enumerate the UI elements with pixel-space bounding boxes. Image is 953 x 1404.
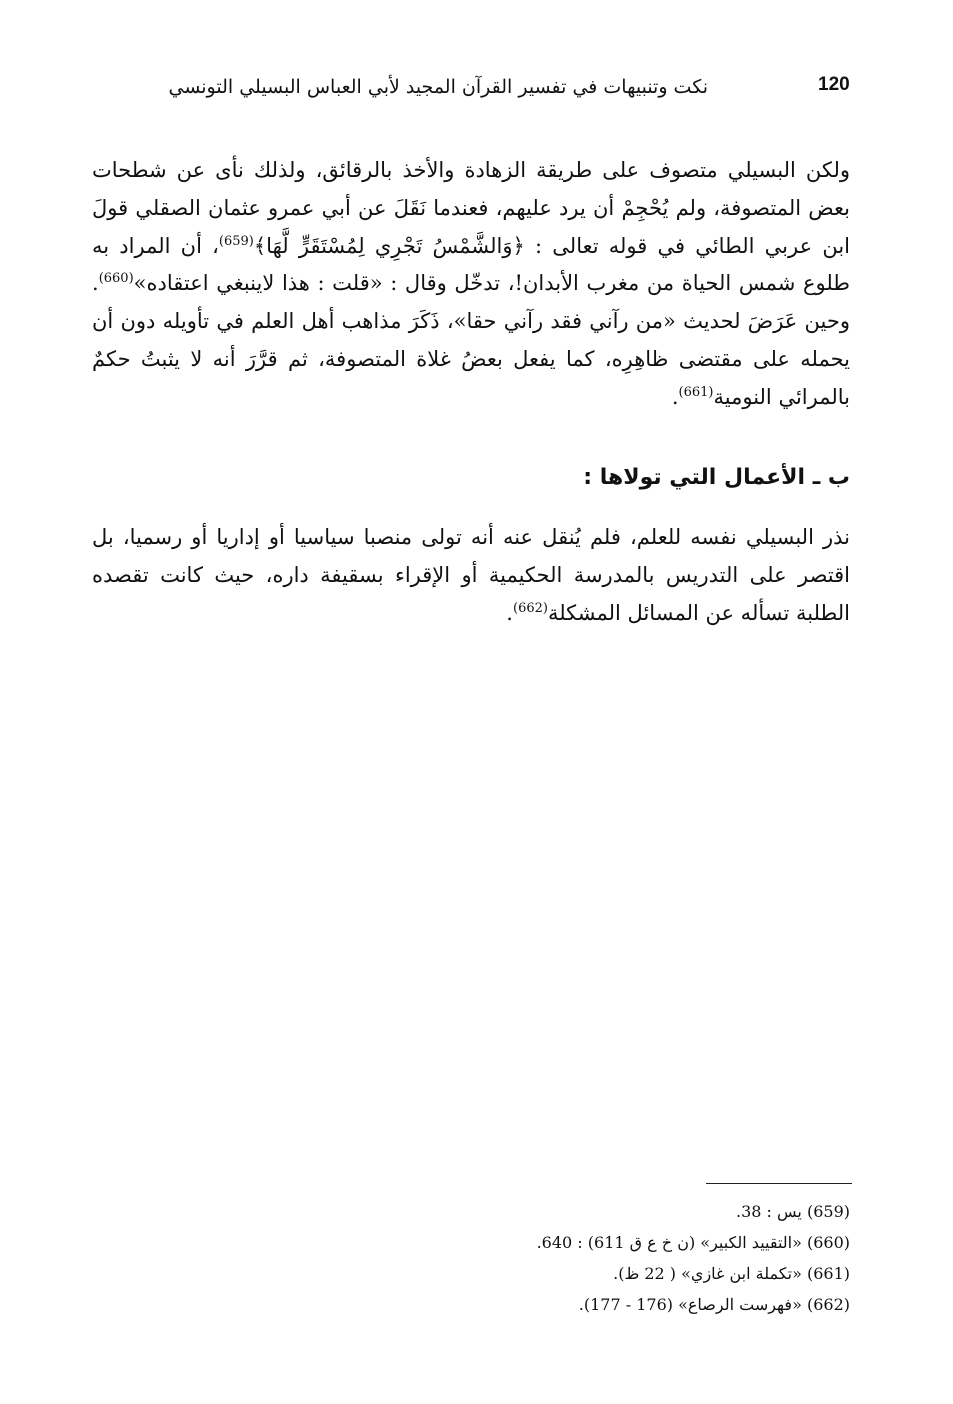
footnote-ref-659: (659) xyxy=(218,233,254,249)
paragraph-1-text-a: ولكن البسيلي متصوف على طريقة الزهادة والأخذ بالرقائق، ولذلك نأى عن شطحات بعض المتصوفة، ولم يُحْجِمْ أن يرد عليهم، فعندما نَقَلَ عن أبي عمرو عثمان الصقلي قولَ ابن عربي الطائي في قوله تعالى : ﴿وَالشَّمْسُ تَجْرِي لِمُسْتَقَرٍّ لَّهَا﴾ xyxy=(92,158,850,258)
body-paragraph-1 xyxy=(92,152,850,417)
footnote-661: (661) «تكملة ابن غازي» ( 22 ظ). xyxy=(613,1264,850,1283)
paragraph-2-text-a: نذر البسيلي نفسه للعلم، فلم يُنقل عنه أنه تولى منصبا سياسيا أو إداريا أو رسميا، بل اقتصر على التدريس بالمدرسة الحكيمية أو الإقراء بسقيفة داره، حيث كانت تقصده الطلبة تسأله عن المسائل المشكلة xyxy=(92,525,850,625)
section-heading: ب ـ الأعمال التي تولاها : xyxy=(583,465,850,490)
footnote-659: (659) يس : 38. xyxy=(736,1202,850,1221)
body-paragraph-2 xyxy=(92,519,850,632)
paragraph-2-text-b: . xyxy=(506,600,513,625)
footnote-ref-662: (662) xyxy=(512,600,548,616)
footnote-ref-660: (660) xyxy=(98,271,134,287)
paragraph-1-text-d: . xyxy=(671,384,679,409)
paragraph-1-text-c: . وحين عَرَضَ لحديث «من رآني فقد رآني حقا»، ذَكَرَ مذاهب أهل العلم في تأويله دون أن يحمله على مقتضى ظاهِرِه، كما يفعل بعضُ غلاة المتصوفة، ثم قرَّرَ أنه لا يثبتُ حكمٌ بالمرائي النومية xyxy=(92,271,850,409)
footnotes xyxy=(330,1196,850,1320)
footnote-divider xyxy=(706,1183,852,1184)
page-number: 120 xyxy=(818,74,850,95)
footnote-ref-661: (661) xyxy=(678,384,714,400)
running-title: نكت وتنبيهات في تفسير القرآن المجيد لأبي العباس البسيلي التونسي xyxy=(168,76,708,98)
footnote-662: (662) «فهرست الرصاع» (176 - 177). xyxy=(578,1295,850,1314)
footnote-660: (660) «التقييد الكبير» (ن خ ع ق 611) : 640. xyxy=(536,1233,850,1252)
paragraph-1-text-b: ، أن المراد به طلوع شمس الحياة من مغرب الأبدان!، تدخّل وقال : «قلت : هذا لاينبغي اعتقاده» xyxy=(92,233,850,296)
